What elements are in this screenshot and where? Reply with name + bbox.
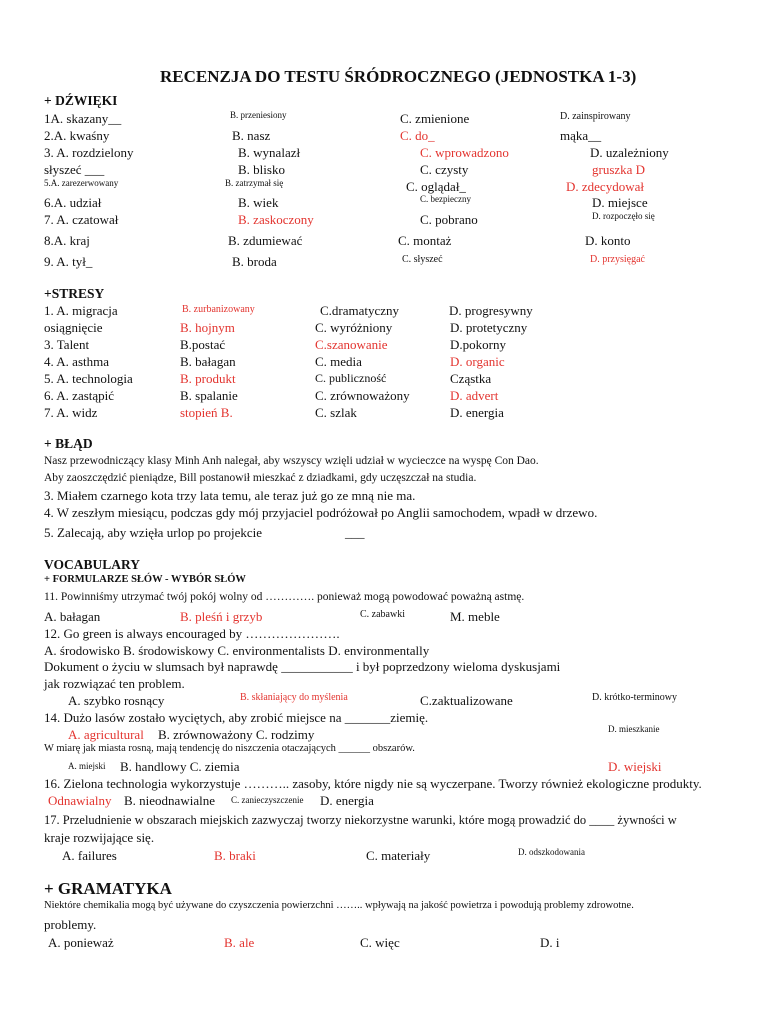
answer-option-selected: B. produkt (180, 371, 236, 386)
answer-option: C. zanieczyszczenie (231, 795, 304, 805)
answer-option: B. wiek (238, 195, 279, 210)
answer-option: A. szybko rosnący (68, 693, 165, 708)
answer-option: D.pokorny (450, 337, 506, 352)
answer-option: B. nasz (232, 128, 271, 143)
answer-option: B. blisko (238, 162, 285, 177)
answer-option-selected: B. zurbanizowany (182, 304, 255, 315)
error-sentence: 3. Miałem czarnego kota trzy lata temu, ale teraz już go ze mną nie ma. (44, 488, 416, 503)
answer-option: C. szlak (315, 405, 357, 420)
answer-option-selected: gruszka D (592, 162, 646, 177)
answer-option-selected: B. braki (214, 848, 256, 863)
answer-option-selected: B. zaskoczony (238, 212, 314, 227)
answer-option: C. bezpieczny (420, 194, 471, 204)
answer-options-line: A. środowisko B. środowiskowy C. environmentalists D. environmentally (44, 643, 430, 658)
answer-option: 7. A. czatował (44, 212, 119, 227)
answer-option: 4. A. asthma (44, 354, 109, 369)
answer-option: D. progresywny (449, 303, 533, 318)
answer-option: mąka__ (560, 128, 602, 143)
answer-option: A. ponieważ (48, 935, 114, 950)
question-text: Dokument o życiu w slumsach był naprawdę ___________ i był poprzedzony wieloma dyskusjami (44, 659, 561, 674)
answer-option: Cząstka (450, 371, 492, 386)
section-heading-blad: + BŁĄD (44, 436, 93, 451)
question-text: W miarę jak miasta rosną, mają tendencję do niszczenia otaczających ______ obszarów. (44, 743, 415, 754)
answer-option: C. materiały (366, 848, 431, 863)
error-sentence: 5. Zalecają, aby wzięła urlop po projekcie (44, 525, 263, 540)
answer-option-selected: D. organic (450, 354, 505, 369)
answer-option: C. montaż (398, 233, 452, 248)
answer-option: 6.A. udział (44, 195, 102, 210)
error-sentence: Aby zaoszczędzić pieniądze, Bill postanowił mieszkać z dziadkami, gdy uczęszczał na studia. (44, 472, 477, 484)
answer-option: D. rozpoczęło się (592, 211, 655, 221)
answer-option: 1A. skazany__ (44, 111, 122, 126)
answer-blank: ___ (345, 525, 365, 540)
answer-option: B. przeniesiony (230, 110, 287, 120)
answer-option: D. krótko-terminowy (592, 692, 677, 703)
answer-option-selected: D. zdecydował (566, 179, 644, 194)
answer-options-line: B. handlowy C. ziemia (120, 759, 240, 774)
question-text: 17. Przeludnienie w obszarach miejskich zazwyczaj tworzy niekorzystne warunki, które mogą prowadzić do ____ żywności w (44, 813, 677, 827)
answer-option: D. energia (450, 405, 504, 420)
answer-option-selected: C. do_ (400, 128, 435, 143)
answer-option: B. bałagan (180, 354, 236, 369)
answer-option: D. i (540, 935, 560, 950)
question-text: Niektóre chemikalia mogą być używane do czyszczenia powierzchni …….. wpływają na jakość powietrza i powodują problemy zdrowotne. (44, 900, 634, 911)
answer-option: C. oglądał_ (406, 179, 466, 194)
answer-option: D. zainspirowany (560, 111, 631, 122)
page-title: RECENZJA DO TESTU ŚRÓDROCZNEGO (JEDNOSTKA 1-3) (160, 67, 637, 86)
error-sentence: Nasz przewodniczący klasy Minh Anh nalegał, aby wszyscy wzięli udział w wycieczce na wyspę Con Dao. (44, 455, 539, 467)
question-text: kraje rozwijające się. (44, 830, 155, 845)
answer-option: B. broda (232, 254, 277, 269)
answer-option-selected: A. agricultural (68, 727, 144, 742)
section-heading-vocabulary: VOCABULARY (44, 557, 141, 572)
section-heading-dzwieki: + DŹWIĘKI (44, 93, 118, 108)
answer-option: C. pobrano (420, 212, 478, 227)
question-text: 11. Powinniśmy utrzymać twój pokój wolny od …………. ponieważ mogą powodować poważną astmę. (44, 591, 525, 603)
answer-option: C. zabawki (360, 609, 405, 620)
answer-option-selected: Odnawialny (48, 793, 112, 808)
answer-option-selected: B. skłaniający do myślenia (240, 692, 348, 703)
answer-option: 3. A. rozdzielony (44, 145, 134, 160)
answer-option: 5.A. zarezerwowany (44, 178, 119, 188)
answer-options-line: B. zrównoważony C. rodzimy (158, 727, 315, 742)
answer-option: C. zrównoważony (315, 388, 410, 403)
answer-option: C.zaktualizowane (420, 693, 513, 708)
answer-option: B. spalanie (180, 388, 238, 403)
answer-option-selected: B. ale (224, 935, 255, 950)
answer-option: 5. A. technologia (44, 371, 133, 386)
question-text: jak rozwiązać ten problem. (44, 676, 185, 691)
answer-option-selected: D. wiejski (608, 759, 662, 774)
answer-option-selected: B. pleśń i grzyb (180, 609, 263, 624)
answer-option: C. media (315, 354, 362, 369)
answer-option: B. wynalazł (238, 145, 301, 160)
answer-option-selected: B. hojnym (180, 320, 235, 335)
answer-option: 7. A. widz (44, 405, 98, 420)
question-text: 12. Go green is always encouraged by …………………. (44, 626, 340, 641)
section-subheading: + FORMULARZE SŁÓW - WYBÓR SŁÓW (44, 574, 246, 585)
answer-option: C.dramatyczny (320, 303, 400, 318)
question-text: 16. Zielona technologia wykorzystuje ……….. zasoby, które nigdy nie są wyczerpane. Tworzy również ekologiczne produkty. (44, 776, 702, 791)
question-text: problemy. (44, 917, 97, 932)
answer-option: D. uzależniony (590, 145, 669, 160)
answer-option-selected: D. advert (450, 388, 499, 403)
answer-option: A. miejski (68, 761, 106, 771)
question-text: 14. Dużo lasów zostało wyciętych, aby zrobić miejsce na _______ziemię. (44, 710, 429, 725)
answer-option: B. zatrzymał się (225, 178, 284, 188)
answer-option: C. wyróżniony (315, 320, 393, 335)
error-sentence: 4. W zeszłym miesiącu, podczas gdy mój przyjaciel podróżował po Anglii samochodem, wpadł w drzewo. (44, 505, 598, 520)
answer-option: D. konto (585, 233, 631, 248)
answer-option: 3. Talent (44, 337, 90, 352)
answer-option-selected: stopień B. (180, 405, 233, 420)
answer-option: C. czysty (420, 162, 469, 177)
answer-option: C. słyszeć (402, 254, 443, 265)
section-heading-stresy: +STRESY (44, 286, 105, 301)
answer-option: D. odszkodowania (518, 847, 585, 857)
answer-option: B. nieodnawialne (124, 793, 215, 808)
answer-option: C. więc (360, 935, 400, 950)
answer-option-selected: C. wprowadzono (420, 145, 509, 160)
answer-option: C. publiczność (315, 371, 387, 385)
answer-option: A. failures (62, 848, 117, 863)
answer-option: 2.A. kwaśny (44, 128, 110, 143)
answer-option: D. miejsce (592, 195, 648, 210)
answer-option: B. zdumiewać (228, 233, 303, 248)
answer-option: 9. A. tył_ (44, 254, 93, 269)
answer-option-selected: D. przysięgać (590, 254, 645, 265)
answer-option-selected: C.szanowanie (315, 337, 388, 352)
answer-option: słyszeć ___ (44, 162, 105, 177)
answer-option: B.postać (180, 337, 226, 352)
answer-option: D. protetyczny (450, 320, 528, 335)
answer-option: C. zmienione (400, 111, 470, 126)
answer-option: 8.A. kraj (44, 233, 90, 248)
answer-option: A. bałagan (44, 609, 101, 624)
answer-option: M. meble (450, 609, 500, 624)
answer-option: D. energia (320, 793, 374, 808)
answer-option: 6. A. zastąpić (44, 388, 115, 403)
answer-option: 1. A. migracja (44, 303, 118, 318)
answer-option: osiągnięcie (44, 320, 103, 335)
section-heading-gramatyka: + GRAMATYKA (44, 879, 172, 898)
answer-option: D. mieszkanie (608, 724, 660, 734)
